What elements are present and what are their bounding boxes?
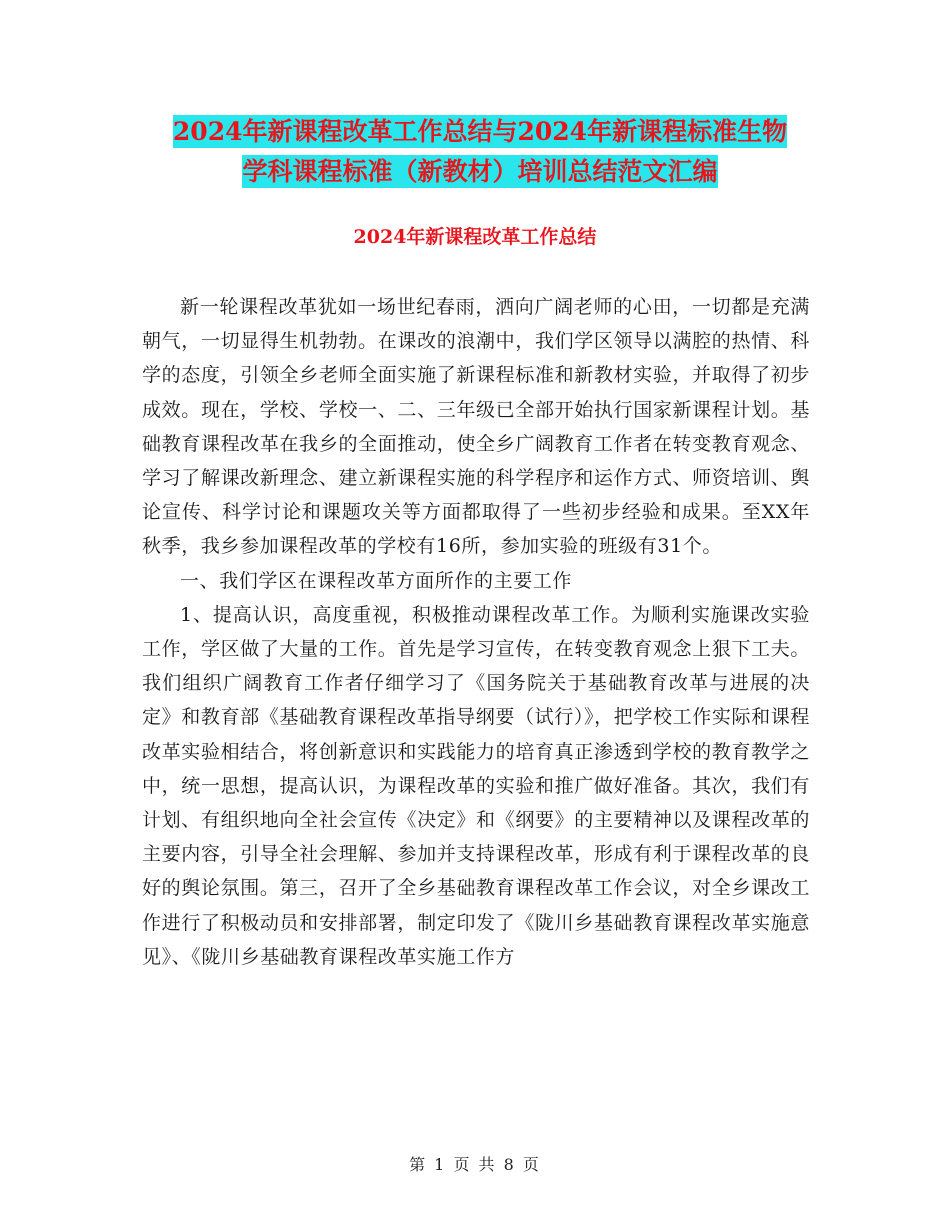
document-title-line-1 (140, 112, 820, 152)
section-title: 2024年新课程改革工作总结 (353, 226, 597, 248)
title-highlight-2: 学科课程标准（新教材）培训总结范文汇编 (242, 157, 718, 186)
paragraph-heading-main-work: 一、我们学区在课程改革方面所作的主要工作 (180, 569, 573, 592)
document-title-line-2 (140, 152, 820, 192)
title-highlight-1: 2024年新课程改革工作总结与2024年新课程标准生物 (172, 117, 788, 146)
paragraph-intro: 新一轮课程改革犹如一场世纪春雨，洒向广阔老师的心田，一切都是充满朝气，一切显得生机勃勃。在课改的浪潮中，我们学区领导以满腔的热情、科学的态度，引领全乡老师全面实施了新课程标准和新教材实验，并取得了初步成效。现在，学校、学校一、二、三年级已全部开始执行国家新课程计划。基础教育课程改革在我乡的全面推动，使全乡广阔教育工作者在转变教育观念、学习了解课改新理念、建立新课程实施的科学程序和运作方式、师资培训、舆论宣传、科学讨论和课题攻关等方面都取得了一些初步经验和成果。至XX年秋季，我乡参加课程改革的学校有16所，参加实验的班级有31个。 (142, 296, 810, 558)
paragraph-item-1: 1、提高认识，高度重视，积极推动课程改革工作。为顺利实施课改实验工作，学区做了大量的工作。首先是学习宣传，在转变教育观念上狠下工夫。我们组织广阔教育工作者仔细学习了《国务院关于基础教育改革与进展的决定》和教育部《基础教育课程改革指导纲要（试行）》，把学校工作实际和课程改革实验相结合，将创新意识和实践能力的培育真正渗透到学校的教育教学之中，统一思想，提高认识，为课程改革的实验和推广做好准备。其次，我们有计划、有组织地向全社会宣传《决定》和《纲要》的主要精神以及课程改革的主要内容，引导全社会理解、参加并支持课程改革，形成有利于课程改革的良好的舆论氛围。第三，召开了全乡基础教育课程改革工作会议，对全乡课改工作进行了积极动员和安排部署，制定印发了《陇川乡基础教育课程改革实施意见》、《陇川乡基础教育课程改革实施工作方 (142, 603, 810, 968)
page-number-footer: 第 1 页 共 8 页 (409, 1155, 541, 1174)
document-title (140, 112, 820, 192)
document-body (142, 290, 810, 974)
